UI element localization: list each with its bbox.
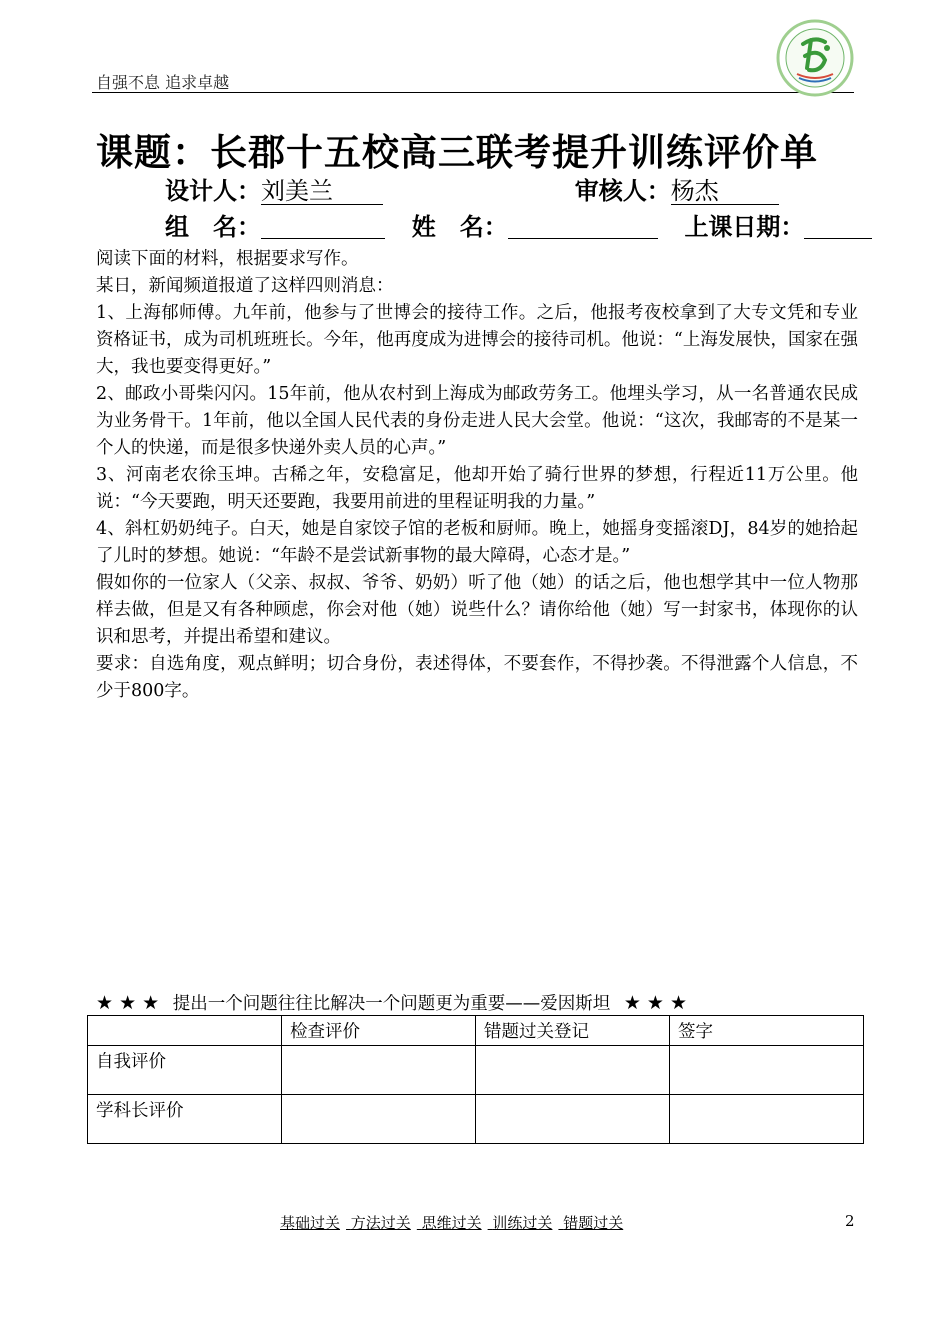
table-cell[interactable] bbox=[476, 1046, 670, 1095]
footer-item: 基础过关 bbox=[280, 1214, 341, 1232]
prompt-paragraph: 2、邮政小哥柴闪闪。15年前，他从农村到上海成为邮政劳务工。他埋头学习，从一名普通农民成为业务骨干。1年前，他以全国人民代表的身份走进人民大会堂。他说：“这次，我邮寄的不是某一个人的快递，而是很多快递外卖人员的心声。” bbox=[96, 384, 858, 458]
reviewer-label: 审核人： bbox=[574, 177, 671, 205]
name-label: 姓 名： bbox=[411, 213, 508, 241]
header-motto: 自强不息 追求卓越 bbox=[96, 73, 230, 92]
star-icons-left: ★ ★ ★ bbox=[96, 992, 160, 1014]
star-icons-right: ★ ★ ★ bbox=[623, 992, 688, 1014]
prompt-paragraph: 阅读下面的材料，根据要求写作。 bbox=[96, 249, 359, 269]
prompt-paragraph: 某日，新闻频道报道了这样四则消息： bbox=[96, 276, 394, 296]
footer-item: 方法过关 bbox=[350, 1214, 411, 1232]
date-label: 上课日期： bbox=[684, 213, 805, 241]
meta-row-student bbox=[165, 212, 872, 242]
prompt-paragraph: 3、河南老农徐玉坤。古稀之年，安稳富足，他却开始了骑行世界的梦想，行程近11万公里。他说：“今天要跑，明天还要跑，我要用前进的里程证明我的力量。” bbox=[96, 465, 858, 512]
quote-text: 提出一个问题往往比解决一个问题更为重要——爱因斯坦 bbox=[172, 994, 611, 1014]
footer-item: 训练过关 bbox=[492, 1214, 553, 1232]
prompt-paragraph: 1、上海郁师傅。九年前，他参与了世博会的接待工作。之后，他报考夜校拿到了大专文凭和专业资格证书，成为司机班班长。今年，他再度成为进博会的接待司机。他说：“上海发展快，国家在强大，我也要变得更好。” bbox=[96, 303, 858, 377]
designer-name: 刘美兰 bbox=[261, 178, 383, 205]
prompt-paragraph: 假如你的一位家人（父亲、叔叔、爷爷、奶奶）听了他（她）的话之后，他也想学其中一位人物那样去做，但是又有各种顾虑，你会对他（她）说些什么？请你给他（她）写一封家书，体现你的认识和思考，并提出希望和建议。 bbox=[96, 573, 858, 647]
designer-label: 设计人： bbox=[165, 177, 261, 205]
table-cell[interactable] bbox=[282, 1095, 476, 1144]
reviewer-name: 杨杰 bbox=[671, 178, 779, 205]
prompt-paragraph: 要求：自选角度，观点鲜明；切合身份，表述得体，不要套作，不得抄袭。不得泄露个人信息，不少于800字。 bbox=[96, 654, 858, 701]
footer-item: 错题过关 bbox=[563, 1214, 624, 1232]
table-header-cell bbox=[88, 1016, 282, 1046]
footer-item: 思维过关 bbox=[421, 1214, 482, 1232]
group-field[interactable] bbox=[261, 212, 385, 239]
meta-row-designer bbox=[165, 176, 779, 206]
table-cell[interactable] bbox=[670, 1095, 864, 1144]
page-number: 2 bbox=[845, 1212, 855, 1230]
table-row bbox=[88, 1095, 864, 1144]
name-field[interactable] bbox=[508, 212, 658, 239]
table-row bbox=[88, 1046, 864, 1095]
group-label: 组 名： bbox=[165, 213, 261, 241]
row-label-self: 自我评价 bbox=[88, 1046, 282, 1095]
table-cell[interactable] bbox=[670, 1046, 864, 1095]
table-header-cell: 错题过关登记 bbox=[476, 1016, 670, 1046]
writing-prompt bbox=[96, 246, 858, 705]
evaluation-table bbox=[87, 1015, 864, 1144]
table-header-cell: 检查评价 bbox=[282, 1016, 476, 1046]
table-header-row bbox=[88, 1016, 864, 1046]
table-cell[interactable] bbox=[282, 1046, 476, 1095]
table-header-cell: 签字 bbox=[670, 1016, 864, 1046]
row-label-subject-leader: 学科长评价 bbox=[88, 1095, 282, 1144]
prompt-paragraph: 4、斜杠奶奶纯子。白天，她是自家饺子馆的老板和厨师。晚上，她摇身变摇滚DJ，84岁的她拾起了儿时的梦想。她说：“年龄不是尝试新事物的最大障碍，心态才是。” bbox=[96, 519, 858, 566]
date-field[interactable] bbox=[804, 212, 872, 239]
footer-steps bbox=[280, 1212, 629, 1233]
page-title: 课题：长郡十五校高三联考提升训练评价单 bbox=[96, 131, 818, 174]
table-cell[interactable] bbox=[476, 1095, 670, 1144]
quote-line bbox=[96, 990, 695, 1015]
header-divider bbox=[92, 92, 854, 93]
school-logo bbox=[775, 18, 855, 98]
